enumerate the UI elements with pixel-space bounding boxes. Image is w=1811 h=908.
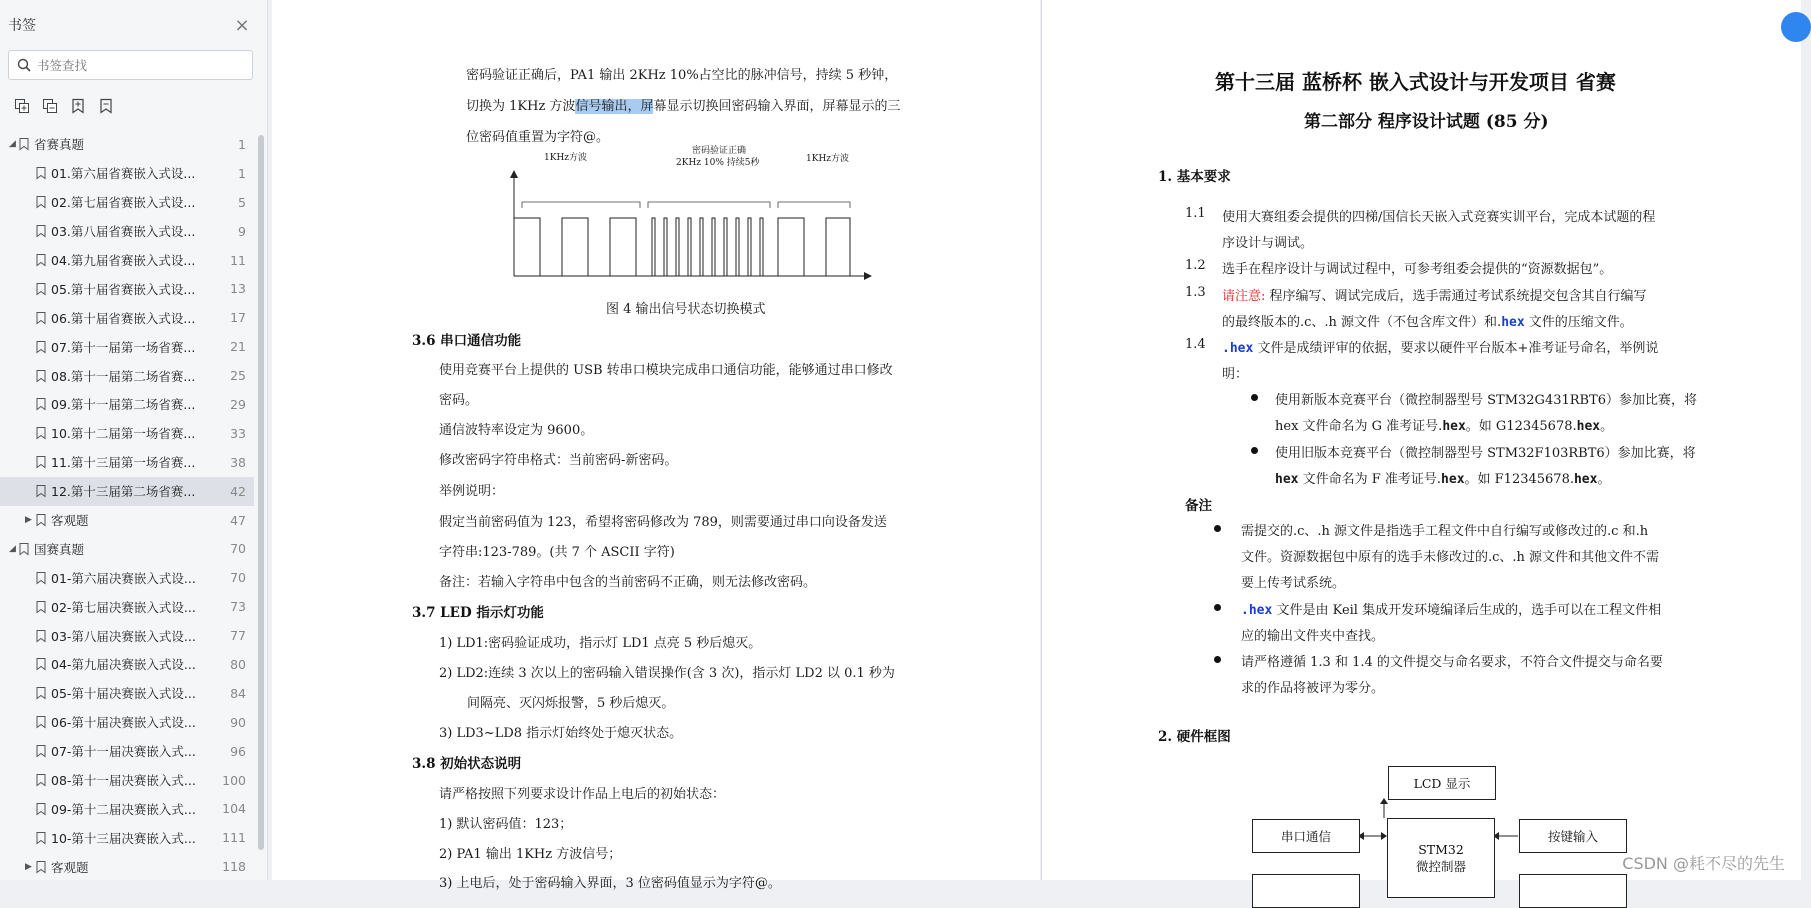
bookmark-item[interactable] — [0, 361, 254, 390]
paragraph-line: 密码。 — [439, 393, 479, 408]
list-item: 间隔亮、灭闪烁报警，5 秒后熄灭。 — [467, 696, 675, 711]
bookmark-label: 09.第十一届第二场省赛... — [51, 397, 196, 413]
item-number: 1.3 — [1185, 285, 1206, 300]
bookmark-icon — [36, 745, 46, 757]
bookmark-tree — [0, 130, 254, 881]
bookmark-icon — [19, 138, 29, 150]
floating-assistant-icon[interactable] — [1781, 12, 1811, 42]
bookmark-label: 10.第十二届第一场省赛... — [51, 426, 196, 442]
paragraph-line: 选手在程序设计与调试过程中，可参考组委会提供的“资源数据包”。 — [1222, 262, 1613, 277]
bookmark-label: 04.第九届省赛嵌入式设... — [51, 253, 196, 268]
bookmark-icon — [36, 687, 46, 699]
bookmark-item[interactable] — [0, 332, 254, 361]
bookmark-label: 06-第十届决赛嵌入式设... — [51, 715, 196, 731]
bookmark-label: 04-第九届决赛嵌入式设... — [51, 657, 196, 673]
bookmark-icon — [36, 832, 46, 844]
bookmark-page-number: 38 — [230, 454, 246, 470]
bookmark-item[interactable] — [0, 621, 254, 650]
bookmark-page-number: 70 — [230, 541, 246, 557]
chevron-down-icon[interactable]: ◢ — [9, 139, 16, 150]
list-item: 3) LD3~LD8 指示灯始终处于熄灭状态。 — [439, 726, 683, 741]
paragraph-line: 要上传考试系统。 — [1241, 576, 1346, 591]
paragraph-line: 求的作品将被评为零分。 — [1241, 681, 1385, 696]
document-subtitle: 第二部分 程序设计试题 (85 分) — [1304, 112, 1549, 132]
paragraph-line: 的最终版本的.c、.h 源文件（不包含库文件）和.hex 文件的压缩文件。 — [1222, 315, 1633, 330]
pdf-page-left — [272, 0, 1040, 891]
bookmark-group[interactable] — [0, 534, 254, 563]
list-item: 2) PA1 输出 1KHz 方波信号； — [439, 847, 622, 862]
bookmark-panel-header — [0, 0, 267, 50]
bookmark-label: 07-第十一届决赛嵌入式... — [51, 744, 196, 760]
bookmark-label: 01-第六届决赛嵌入式设... — [51, 570, 196, 586]
paragraph-line: .hex 文件是成绩评审的依据，要求以硬件平台版本+准考证号命名，举例说 — [1222, 341, 1659, 356]
bookmark-page-number: 25 — [230, 368, 246, 384]
bookmark-item[interactable] — [0, 852, 254, 881]
chevron-down-icon[interactable]: ◢ — [9, 543, 16, 554]
bookmark-icon — [36, 225, 46, 237]
bookmark-page-number: 1 — [238, 165, 246, 181]
bookmark-page-number: 11 — [230, 252, 246, 268]
bookmark-search-box[interactable] — [8, 50, 253, 80]
bookmark-icon — [36, 658, 46, 670]
bookmark-label: 11.第十三届第一场省赛... — [51, 455, 196, 471]
figure-label: 1KHz方波 — [806, 154, 850, 164]
bookmark-label: 05.第十届省赛嵌入式设... — [51, 281, 196, 297]
bookmark-item[interactable] — [0, 246, 254, 275]
uart-block: 串口通信 — [1252, 819, 1360, 853]
watermark: CSDN @耗不尽的先生 — [1622, 854, 1785, 873]
bookmark-label: 08-第十一届决赛嵌入式... — [51, 773, 196, 789]
bookmark-label: 国赛真题 — [34, 541, 85, 557]
paragraph-line: 序设计与调试。 — [1222, 236, 1314, 251]
section-heading-2: 2. 硬件框图 — [1158, 729, 1231, 745]
bookmark-page-number: 47 — [230, 512, 246, 528]
pdf-page-right — [1041, 0, 1801, 880]
bookmark-label: 07.第十一届第一场省赛... — [51, 339, 196, 355]
bookmark-label: 02-第七届决赛嵌入式设... — [51, 599, 196, 615]
bookmark-scrollbar-thumb[interactable] — [258, 135, 264, 850]
section-heading-3-8: 3.8 初始状态说明 — [412, 756, 522, 772]
mcu-label: STM32 — [1418, 842, 1464, 857]
bookmark-search-input[interactable] — [37, 58, 237, 73]
bookmark-item[interactable] — [0, 188, 254, 217]
bookmark-icon — [36, 861, 46, 873]
item-number: 1.2 — [1185, 258, 1206, 273]
bookmark-item[interactable] — [0, 650, 254, 679]
chevron-right-icon[interactable]: ▶ — [25, 861, 32, 872]
bookmark-icon — [19, 543, 29, 555]
bookmark-item[interactable] — [0, 506, 254, 535]
bookmark-page-number: 111 — [222, 830, 246, 846]
chevron-right-icon[interactable]: ▶ — [25, 515, 32, 526]
bookmark-item[interactable] — [0, 823, 254, 852]
bookmark-toolbar — [0, 86, 267, 126]
close-icon[interactable]: × — [234, 14, 250, 36]
bookmark-icon — [36, 427, 46, 439]
bookmark-page-number: 70 — [230, 570, 246, 586]
paragraph-line: 密码验证正确后，PA1 输出 2KHz 10%占空比的脉冲信号，持续 5 秒钟， — [466, 68, 898, 83]
bookmark-label: 01.第六届省赛嵌入式设... — [51, 166, 196, 182]
bookmark-panel — [0, 0, 268, 880]
bookmark-label: 08.第十一届第二场省赛... — [51, 368, 196, 384]
bookmark-icon — [36, 196, 46, 208]
section-heading-3-7: 3.7 LED 指示灯功能 — [412, 605, 544, 621]
section-heading-1: 1. 基本要求 — [1158, 169, 1231, 185]
bookmark-item[interactable] — [0, 563, 254, 592]
paragraph-line: hex 文件命名为 F 准考证号.hex。如 F12345678.hex。 — [1275, 472, 1611, 487]
mcu-block — [1387, 818, 1495, 898]
waveform-figure — [492, 164, 872, 284]
bookmark-item[interactable] — [0, 737, 254, 766]
paragraph-line: 请严格按照下列要求设计作品上电后的初始状态： — [439, 787, 726, 802]
bookmark-label: 10-第十三届决赛嵌入式... — [51, 830, 196, 846]
paragraph-line: 使用新版本竞赛平台（微控制器型号 STM32G431RBT6）参加比赛，将 — [1275, 393, 1698, 408]
add-bookmark-icon[interactable] — [69, 97, 87, 115]
diagram-block — [1252, 874, 1360, 908]
figure-caption: 图 4 输出信号状态切换模式 — [606, 302, 766, 317]
bookmark-page-number: 21 — [230, 339, 246, 355]
paragraph-line: 备注：若输入字符串中包含的当前密码不正确，则无法修改密码。 — [439, 575, 817, 590]
bookmark-page-number: 80 — [230, 656, 246, 672]
paragraph-line: 文件。资源数据包中原有的选手未修改过的.c、.h 源文件和其他文件不需 — [1241, 550, 1660, 565]
bookmark-page-number: 77 — [230, 628, 246, 644]
document-title: 第十三届 蓝桥杯 嵌入式设计与开发项目 省赛 — [1215, 70, 1616, 94]
bookmark-label: 客观题 — [51, 513, 89, 529]
bookmark-page-number: 100 — [222, 772, 246, 788]
bookmark-item[interactable] — [0, 477, 254, 506]
paragraph-line: 使用旧版本竞赛平台（微控制器型号 STM32F103RBT6）参加比赛，将 — [1275, 446, 1696, 461]
bookmark-icon — [36, 774, 46, 786]
paragraph-line: 修改密码字符串格式：当前密码-新密码。 — [439, 453, 678, 468]
list-item: 1) LD1:密码验证成功，指示灯 LD1 点亮 5 秒后熄灭。 — [439, 636, 762, 651]
bookmark-page-number: 33 — [230, 425, 246, 441]
bookmark-label: 05-第十届决赛嵌入式设... — [51, 686, 196, 702]
paragraph-line: 应的输出文件夹中查找。 — [1241, 629, 1385, 644]
bookmark-page-number: 29 — [230, 396, 246, 412]
note-heading: 备注 — [1185, 498, 1212, 514]
bookmark-icon — [36, 341, 46, 353]
paragraph-line: 明： — [1222, 367, 1249, 382]
bookmark-icon — [36, 572, 46, 584]
bookmark-icon — [36, 601, 46, 613]
paragraph-line: 使用竞赛平台上提供的 USB 转串口模块完成串口通信功能，能够通过串口修改 — [439, 363, 893, 378]
paragraph-line: hex 文件命名为 G 准考证号.hex。如 G12345678.hex。 — [1275, 419, 1614, 434]
paragraph-line: 举例说明： — [439, 484, 505, 499]
paragraph-line: 字符串:123-789。(共 7 个 ASCII 字符) — [439, 545, 675, 560]
bookmark-icon — [36, 630, 46, 642]
bookmark-page-number: 73 — [230, 599, 246, 615]
bookmark-label: 03.第八届省赛嵌入式设... — [51, 224, 196, 240]
bookmark-item[interactable] — [0, 419, 254, 448]
list-item: 3) 上电后，处于密码输入界面，3 位密码值显示为字符@。 — [439, 876, 781, 891]
bookmark-label: 09-第十二届决赛嵌入式... — [51, 801, 196, 817]
bookmark-item[interactable] — [0, 794, 254, 823]
list-item: 2) LD2:连续 3 次以上的密码输入错误操作(含 3 次)，指示灯 LD2 以 0.1 秒为 — [439, 666, 895, 681]
figure-label: 密码验证正确 — [692, 146, 747, 156]
diagram-block — [1519, 874, 1627, 908]
bookmark-label: 02.第七届省赛嵌入式设... — [51, 195, 196, 211]
paragraph-line: 假定当前密码值为 123，希望将密码修改为 789，则需要通过串口向设备发送 — [439, 515, 887, 530]
bookmark-page-number: 90 — [230, 714, 246, 730]
warning-text: 请注意: — [1222, 289, 1266, 304]
paragraph-line: 位密码值重置为字符@。 — [466, 130, 610, 145]
bookmark-page-number: 96 — [230, 743, 246, 759]
bookmark-icon — [36, 514, 46, 526]
bookmark-label: 12.第十三届第二场省赛... — [51, 484, 196, 500]
bookmark-page-number: 1 — [238, 136, 246, 152]
bookmark-icon — [36, 716, 46, 728]
bookmark-page-number: 13 — [230, 281, 246, 297]
bookmark-panel-title: 书签 — [8, 18, 36, 34]
paragraph-line: 切换为 1KHz 方波信号输出，屏幕显示切换回密码输入界面，屏幕显示的三 — [466, 99, 901, 114]
bookmark-page-number: 118 — [222, 859, 246, 875]
bookmark-page-number: 104 — [222, 801, 246, 817]
bookmark-item[interactable] — [0, 708, 254, 737]
bookmark-label: 客观题 — [51, 859, 89, 875]
item-number: 1.1 — [1185, 206, 1206, 221]
figure-label: 1KHz方波 — [544, 153, 588, 163]
bookmark-page-number: 84 — [230, 685, 246, 701]
figure-label: 2KHz 10% 持续5秒 — [676, 158, 760, 168]
section-heading-3-6: 3.6 串口通信功能 — [412, 333, 522, 349]
bookmark-icon — [36, 167, 46, 179]
bookmark-page-number: 42 — [230, 483, 246, 499]
key-input-block: 按键输入 — [1519, 819, 1627, 853]
bookmark-icon — [36, 398, 46, 410]
bookmark-item[interactable] — [0, 679, 254, 708]
bookmark-label: 03-第八届决赛嵌入式设... — [51, 628, 196, 644]
bookmark-label: 省赛真题 — [34, 137, 85, 153]
lcd-display-block: LCD 显示 — [1388, 766, 1496, 800]
selected-text[interactable]: 信号输出，屏 — [575, 99, 654, 114]
bookmark-page-number: 9 — [238, 223, 246, 239]
paragraph-line: 使用大赛组委会提供的四梯/国信长天嵌入式竞赛实训平台，完成本试题的程 — [1222, 210, 1656, 225]
remove-bookmark-icon[interactable] — [97, 97, 115, 115]
bookmark-page-number: 17 — [230, 310, 246, 326]
paragraph-line: 需提交的.c、.h 源文件是指选手工程文件中自行编写或修改过的.c 和.h — [1241, 524, 1649, 539]
bookmark-group[interactable] — [0, 130, 254, 159]
bookmark-item[interactable] — [0, 303, 254, 332]
bookmark-item[interactable] — [0, 448, 254, 477]
paragraph-line: 请严格遵循 1.3 和 1.4 的文件提交与命名要求，不符合文件提交与命名要 — [1241, 655, 1663, 670]
bookmark-icon — [36, 312, 46, 324]
bookmark-icon — [36, 485, 46, 497]
list-item: 1) 默认密码值：123； — [439, 817, 573, 832]
bookmark-item[interactable] — [0, 390, 254, 419]
paragraph-line: .hex 文件是由 Keil 集成开发环境编译后生成的，选手可以在工程文件相 — [1241, 603, 1662, 618]
bookmark-icon — [36, 254, 46, 266]
bookmark-item[interactable] — [0, 217, 254, 246]
expand-all-icon[interactable] — [13, 97, 31, 115]
paragraph-line: 通信波特率设定为 9600。 — [439, 423, 594, 438]
bookmark-icon — [36, 283, 46, 295]
item-number: 1.4 — [1185, 337, 1206, 352]
bookmark-page-number: 5 — [238, 194, 246, 210]
search-icon — [17, 58, 31, 72]
mcu-label: 微控制器 — [1415, 859, 1466, 874]
bookmark-icon — [36, 803, 46, 815]
bookmark-icon — [36, 370, 46, 382]
bookmark-icon — [36, 456, 46, 468]
bookmark-item[interactable] — [0, 159, 254, 188]
bookmark-item[interactable] — [0, 766, 254, 795]
collapse-all-icon[interactable] — [41, 97, 59, 115]
paragraph-line: 请注意: 程序编写、调试完成后，选手需通过考试系统提交包含其自行编写 — [1222, 289, 1647, 304]
bookmark-label: 06.第十届省赛嵌入式设... — [51, 310, 196, 326]
bookmark-item[interactable] — [0, 274, 254, 303]
bookmark-item[interactable] — [0, 592, 254, 621]
hardware-diagram-connectors — [1042, 0, 1802, 880]
